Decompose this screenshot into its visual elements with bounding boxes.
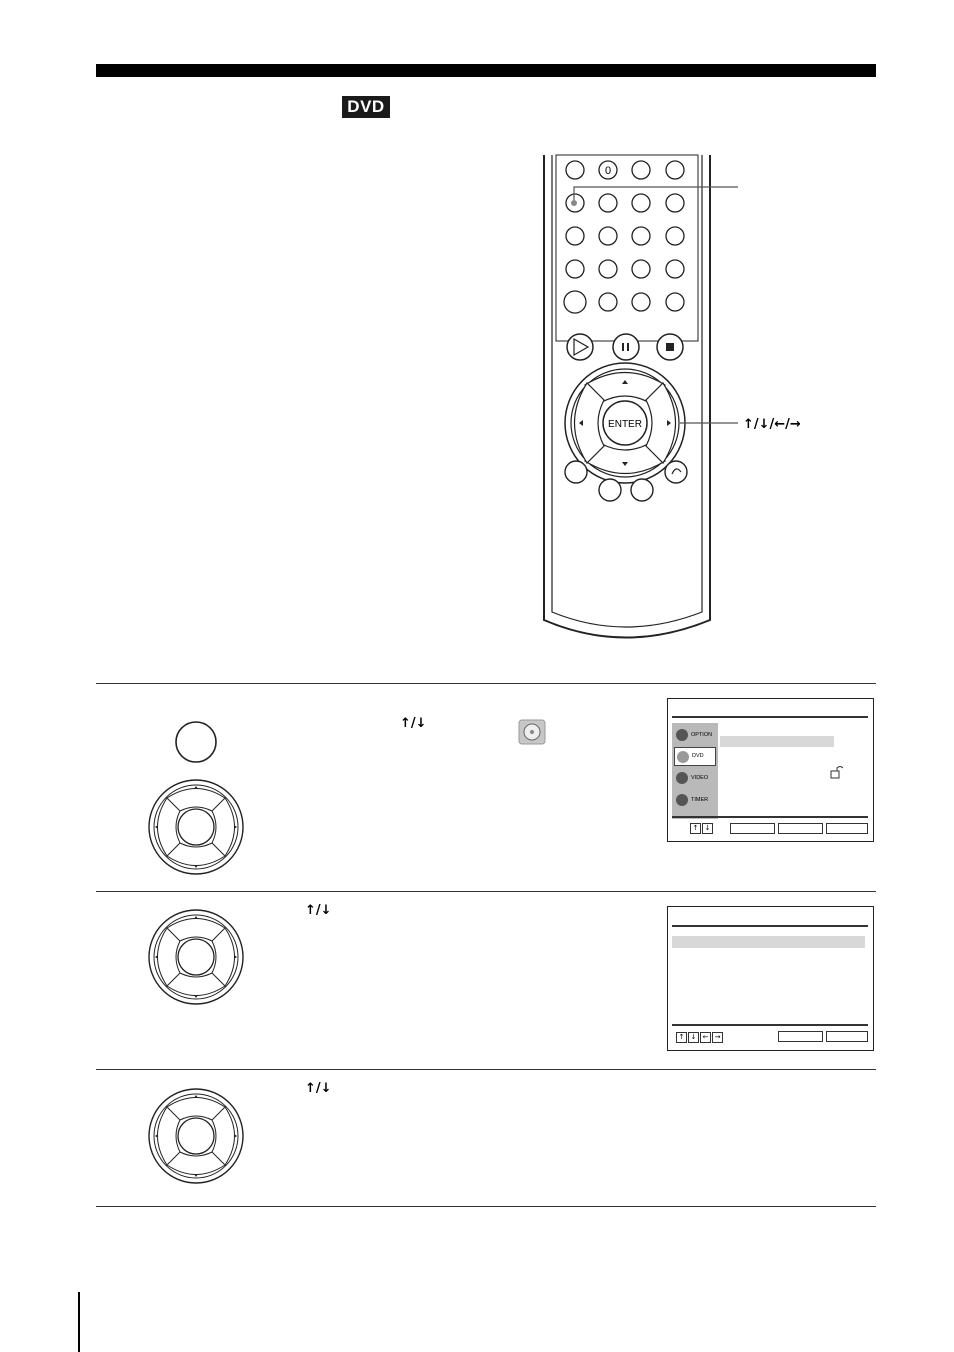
osd-button-2: [778, 823, 823, 834]
timer-icon: [676, 794, 688, 806]
menu-item-video[interactable]: VIDEO: [674, 769, 714, 788]
bottom-left-button[interactable]: [599, 479, 621, 501]
remote-key-r2-c3[interactable]: [666, 227, 684, 245]
remote-key-r4-c3[interactable]: [666, 293, 684, 311]
setup-button-illustration: [170, 716, 222, 768]
dpad-illustration-step2: [146, 907, 246, 1007]
osd-button-3: [826, 823, 868, 834]
menu-item-option[interactable]: OPTION: [674, 726, 714, 745]
dvd-disc-icon: [518, 719, 546, 745]
selected-row-highlight: [672, 936, 865, 948]
remote-key-r2-c0[interactable]: [566, 227, 584, 245]
option-icon: [676, 729, 688, 741]
dpad-illustration-step1: [146, 777, 246, 877]
osd-button-2: [826, 1031, 868, 1042]
dvd-icon: [677, 751, 689, 763]
pause-button[interactable]: [613, 334, 639, 360]
osd-button-1: [730, 823, 775, 834]
enter-label: ENTER: [608, 419, 642, 430]
video-icon: [676, 772, 688, 784]
down-key-icon: ↓: [688, 1032, 699, 1043]
step-divider-1: [96, 891, 876, 892]
step3-arrows: ↑/↓: [305, 1081, 332, 1096]
dvd-badge: DVD: [342, 96, 390, 118]
remote-key-r3-c1[interactable]: [599, 260, 617, 278]
dpad-illustration-step3: [146, 1086, 246, 1186]
callout-arrows-label: ↑/↓/←/→: [743, 417, 801, 432]
right-key-icon: →: [712, 1032, 723, 1043]
remote-key-r4-c0[interactable]: [564, 291, 586, 313]
selected-row-highlight: [720, 736, 834, 747]
remote-key-r3-c0[interactable]: [566, 260, 584, 278]
left-key-icon: ←: [700, 1032, 711, 1043]
remote-key-r4-c2[interactable]: [632, 293, 650, 311]
remote-key-r3-c2[interactable]: [632, 260, 650, 278]
osd-button-1: [778, 1031, 823, 1042]
right-side-button[interactable]: [665, 461, 687, 483]
remote-key-r1-c2[interactable]: [632, 194, 650, 212]
remote-key-r2-c1[interactable]: [599, 227, 617, 245]
step-divider-top: [96, 683, 876, 684]
setup-key-dot: [571, 200, 577, 206]
key-zero-label: 0: [604, 165, 612, 177]
setup-menu-screen: [667, 698, 874, 842]
up-key-icon: ↑: [676, 1032, 687, 1043]
remote-key-r2-c2[interactable]: [632, 227, 650, 245]
remote-key-r1-c1[interactable]: [599, 194, 617, 212]
remote-key-r3-c3[interactable]: [666, 260, 684, 278]
remote-key-r4-c1[interactable]: [599, 293, 617, 311]
step2-arrows: ↑/↓: [305, 903, 332, 918]
step-divider-2: [96, 1069, 876, 1070]
step1-arrows: ↑/↓: [400, 716, 427, 731]
header-bar: [96, 64, 876, 77]
remote-key-r0-c2[interactable]: [632, 161, 650, 179]
bottom-mid-button[interactable]: [631, 479, 653, 501]
down-key-icon: ↓: [702, 823, 713, 834]
dvd-setup-screen: [667, 906, 874, 1051]
menu-item-timer[interactable]: TIMER: [674, 791, 714, 810]
remote-control-illustration: [530, 150, 820, 650]
menu-item-dvd[interactable]: DVD: [674, 747, 716, 766]
step-divider-bottom: [96, 1206, 876, 1207]
remote-key-r0-c0[interactable]: [566, 161, 584, 179]
unlock-icon: [830, 765, 844, 779]
margin-bar: [78, 1292, 80, 1352]
remote-key-r1-c3[interactable]: [666, 194, 684, 212]
up-key-icon: ↑: [690, 823, 701, 834]
remote-key-r0-c3[interactable]: [666, 161, 684, 179]
left-side-button[interactable]: [565, 461, 587, 483]
